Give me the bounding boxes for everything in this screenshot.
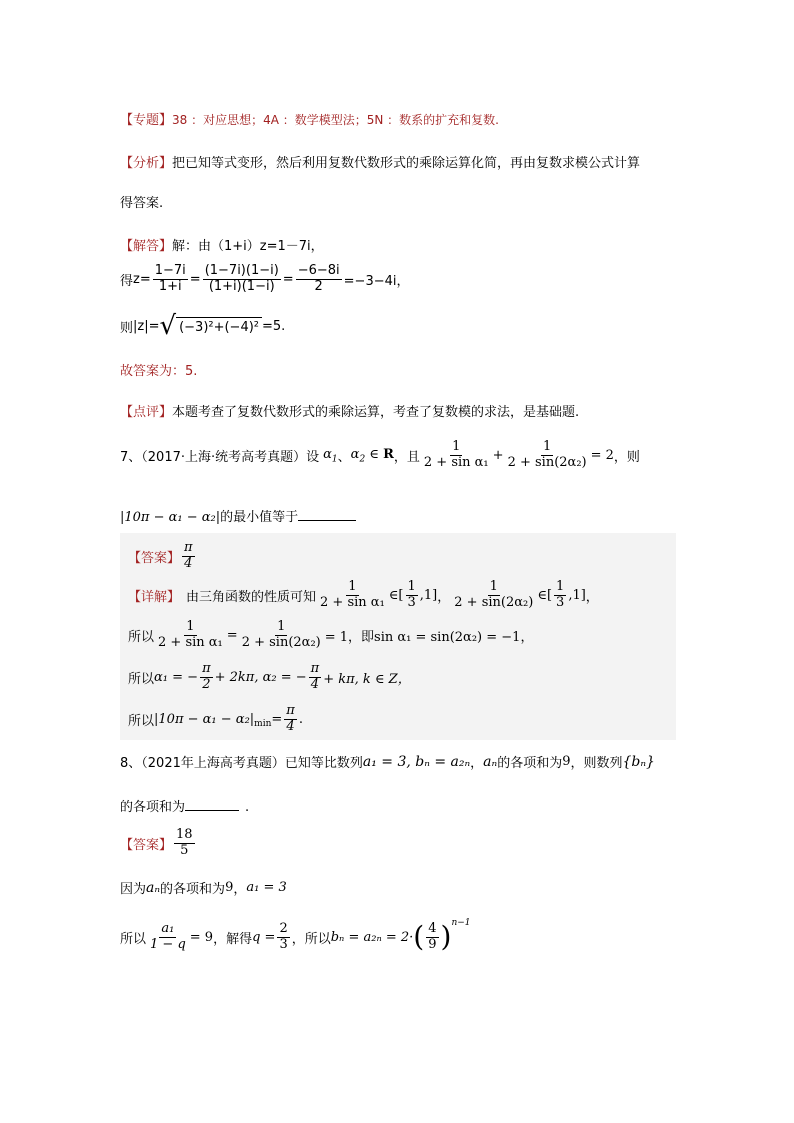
q8-answer [120,828,197,859]
comment-line [120,401,579,420]
step2-abs: |z|= [133,318,160,334]
fraction-2: $\frac{(1-7i)(1-i)}{(1+i)(1-i)}$ [204,263,279,294]
conclusion: 故答案为：5. [120,364,198,379]
q7-so2: 所以 α₁ = − $\frac{\pi}{2}$ + 2kπ, α₂ = − $\frac{\pi}{4}$ + kπ, k ∈ Z， [128,661,411,692]
topic-tag: 【专题】 [120,113,173,128]
comment-tag: 【点评】 [120,405,173,420]
q7-alpha1: $\alpha_1$ [323,446,338,465]
topic-text: 38 ：对应思想；4A ：数学模型法；5N ：数系的扩充和复数. [172,113,500,127]
solution-step1: 得 z= $\frac{1-7i}{1+i}$ = $\frac{(1-7i)(1-i)}{(1+i)(1-i)}$ = $\frac{-6-8i}{2}$ =−3−4i， [120,263,410,294]
q7-stem: 7、（2017·上海·统考高考真题）设 $\alpha_1$ 、 $\alpha_2$ ∈ R ，且 $\frac{1}{\text{2 + sin α₁}}$ + $\frac{1}{\text{2 + sin(2α₂)}}$ = 2 ，则 [120,439,640,470]
solution-line [120,235,324,254]
fraction-1: $\frac{1-7i}{1+i}$ [154,263,186,294]
topic-line [120,109,499,128]
step1-z: z= [133,271,151,287]
q7-answer-frac: $\frac{\pi}{4}$ [184,540,193,571]
q8-answer-frac: $\frac{18}{5}$ [176,827,193,858]
q7-detail-tag: 【详解】 [128,589,181,605]
analysis-tag: 【分析】 [120,156,173,171]
q7-answer-tag: 【答案】 [128,550,181,566]
q8-so: 所以 $\frac{\text{a₁}}{1 - q}$ = 9 ，解得 q = $\frac{2}{3}$ ，所以 bₙ = a₂ₙ = 2· ( $\frac{4}{9}$ ) $^{n-1}$ [120,918,471,954]
solution-tag: 【解答】 [120,239,173,254]
q8-reason: 因为 aₙ 的各项和为 9 ， a₁ = 3 [120,879,287,897]
solution-intro: 解：由（1+i）z=1－7i， [172,239,324,254]
q7-answer-blank [298,520,356,521]
step2-tail: =5. [262,318,286,334]
q7-stem-a: 7、（2017·上海·统考高考真题）设 [120,449,320,465]
analysis-line1 [120,152,640,171]
q8-stem-2: 的各项和为 . [120,800,250,815]
comment-text: 本题考查了复数代数形式的乘除运算，考查了复数模的求法，是基础题. [172,405,580,420]
q7-frac2: $\frac{1}{\text{2 + sin(2α₂)}}$ [507,439,587,470]
q8-answer-tag: 【答案】 [120,837,173,853]
fraction-3: $\frac{-6-8i}{2}$ [297,263,340,294]
q7-answer [128,541,197,572]
q7-detail: 【详解】 由三角函数的性质可知 $\frac{1}{\text{2 + sin α₁}}$ ∈[ $\frac{1}{3}$ ,1] ， $\frac{1}{\text{2 + sin(2α₂)}}$ ∈[ $\frac{1}{3}$ ,1] ， [128,579,599,610]
analysis-text-1: 把已知等式变形，然后利用复数代数形式的乘除运算化简，再由复数求模公式计算 [172,156,641,171]
q8-stem-a: 8、（2021年上海高考真题）已知等比数列 [120,756,363,771]
step1-tail: =−3−4i， [343,273,410,289]
q7-frac1: $\frac{1}{\text{2 + sin α₁}}$ [423,439,489,470]
q7-abs-expr: |10π − α₁ − α₂| [120,510,221,525]
step2-prefix: 则 [120,320,134,336]
sqrt-expression: √ (−3)²+(−4)² [160,313,263,339]
q8-answer-blank [185,810,239,811]
q7-stem-2: |10π − α₁ − α₂|的最小值等于 [120,506,356,525]
q7-alpha2-in-R: $\alpha_2$ ∈ R [350,446,394,465]
q8-stem: 8、（2021年上海高考真题）已知等比数列 a₁ = 3, bₙ = a₂ₙ ， aₙ 的各项和为 9 ，则数列 {bₙ} [120,753,655,771]
q7-so1: 所以 $\frac{1}{\text{2 + sin α₁}}$ = $\frac{1}{\text{2 + sin(2α₂)}}$ = 1，即 sin α₁ = sin(2α₂) = −1， [128,619,534,650]
analysis-line2: 得答案. [120,196,164,211]
q7-so3: 所以 |10π − α₁ − α₂| $_{min}$ = $\frac{\pi}{4}$ . [128,703,303,734]
solution-step2 [120,313,285,339]
step1-prefix: 得 [120,273,134,289]
